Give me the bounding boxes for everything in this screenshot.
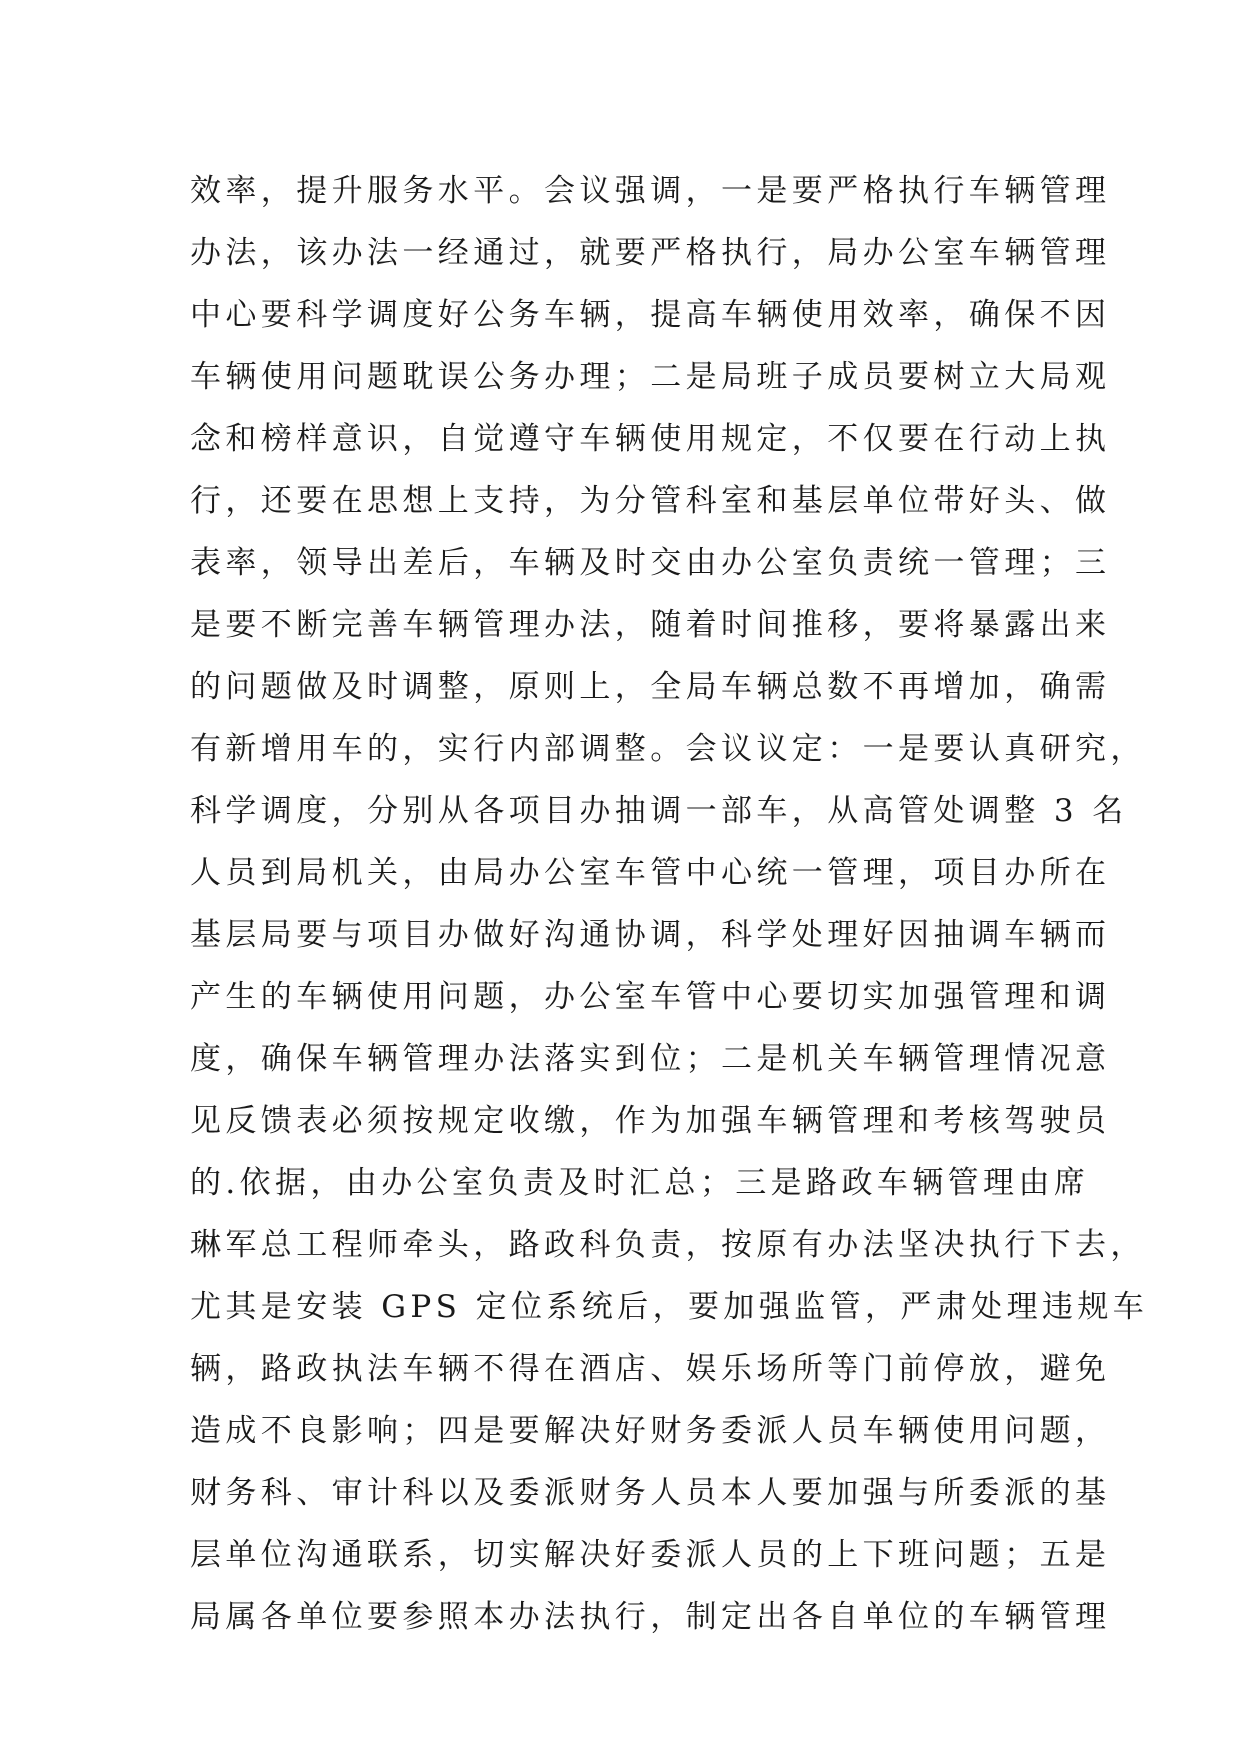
- text-line: 的问题做及时调整，原则上，全局车辆总数不再增加，确需: [190, 669, 1111, 705]
- text-line: 辆，路政执法车辆不得在酒店、娱乐场所等门前停放，避免: [190, 1351, 1111, 1387]
- text-line: 基层局要与项目办做好沟通协调，科学处理好因抽调车辆而: [190, 917, 1111, 953]
- text-line: 念和榜样意识，自觉遵守车辆使用规定，不仅要在行动上执: [190, 421, 1111, 457]
- text-line: 产生的车辆使用问题，办公室车管中心要切实加强管理和调: [190, 979, 1111, 1015]
- text-line: 层单位沟通联系，切实解决好委派人员的上下班问题；五是: [190, 1537, 1111, 1573]
- text-line: 效率，提升服务水平。会议强调，一是要严格执行车辆管理: [190, 173, 1111, 209]
- text-line: 度，确保车辆管理办法落实到位；二是机关车辆管理情况意: [190, 1041, 1111, 1077]
- text-line: 局属各单位要参照本办法执行，制定出各自单位的车辆管理: [190, 1599, 1111, 1635]
- text-line: 财务科、审计科以及委派财务人员本人要加强与所委派的基: [190, 1475, 1111, 1511]
- text-line: 人员到局机关，由局办公室车管中心统一管理，项目办所在: [190, 855, 1111, 891]
- body-text: [190, 160, 1149, 1648]
- text-line: 琳军总工程师牵头，路政科负责，按原有办法坚决执行下去，: [190, 1227, 1146, 1263]
- text-line: 车辆使用问题耽误公务办理；二是局班子成员要树立大局观: [190, 359, 1111, 395]
- text-line: 尤其是安装 GPS 定位系统后，要加强监管，严肃处理违规车: [190, 1289, 1149, 1325]
- text-line: 见反馈表必须按规定收缴，作为加强车辆管理和考核驾驶员: [190, 1103, 1111, 1139]
- text-line: 造成不良影响；四是要解决好财务委派人员车辆使用问题，: [190, 1413, 1111, 1449]
- text-line: 行，还要在思想上支持，为分管科室和基层单位带好头、做: [190, 483, 1111, 519]
- text-line: 有新增用车的，实行内部调整。会议议定：一是要认真研究，: [190, 731, 1146, 767]
- text-line: 科学调度，分别从各项目办抽调一部车，从高管处调整 3 名: [190, 793, 1128, 829]
- text-line: 的.依据，由办公室负责及时汇总；三是路政车辆管理由席: [190, 1165, 1090, 1201]
- text-line: 是要不断完善车辆管理办法，随着时间推移，要将暴露出来: [190, 607, 1111, 643]
- text-line: 表率，领导出差后，车辆及时交由办公室负责统一管理；三: [190, 545, 1111, 581]
- text-line: 中心要科学调度好公务车辆，提高车辆使用效率，确保不因: [190, 297, 1111, 333]
- text-line: 办法，该办法一经通过，就要严格执行，局办公室车辆管理: [190, 235, 1111, 271]
